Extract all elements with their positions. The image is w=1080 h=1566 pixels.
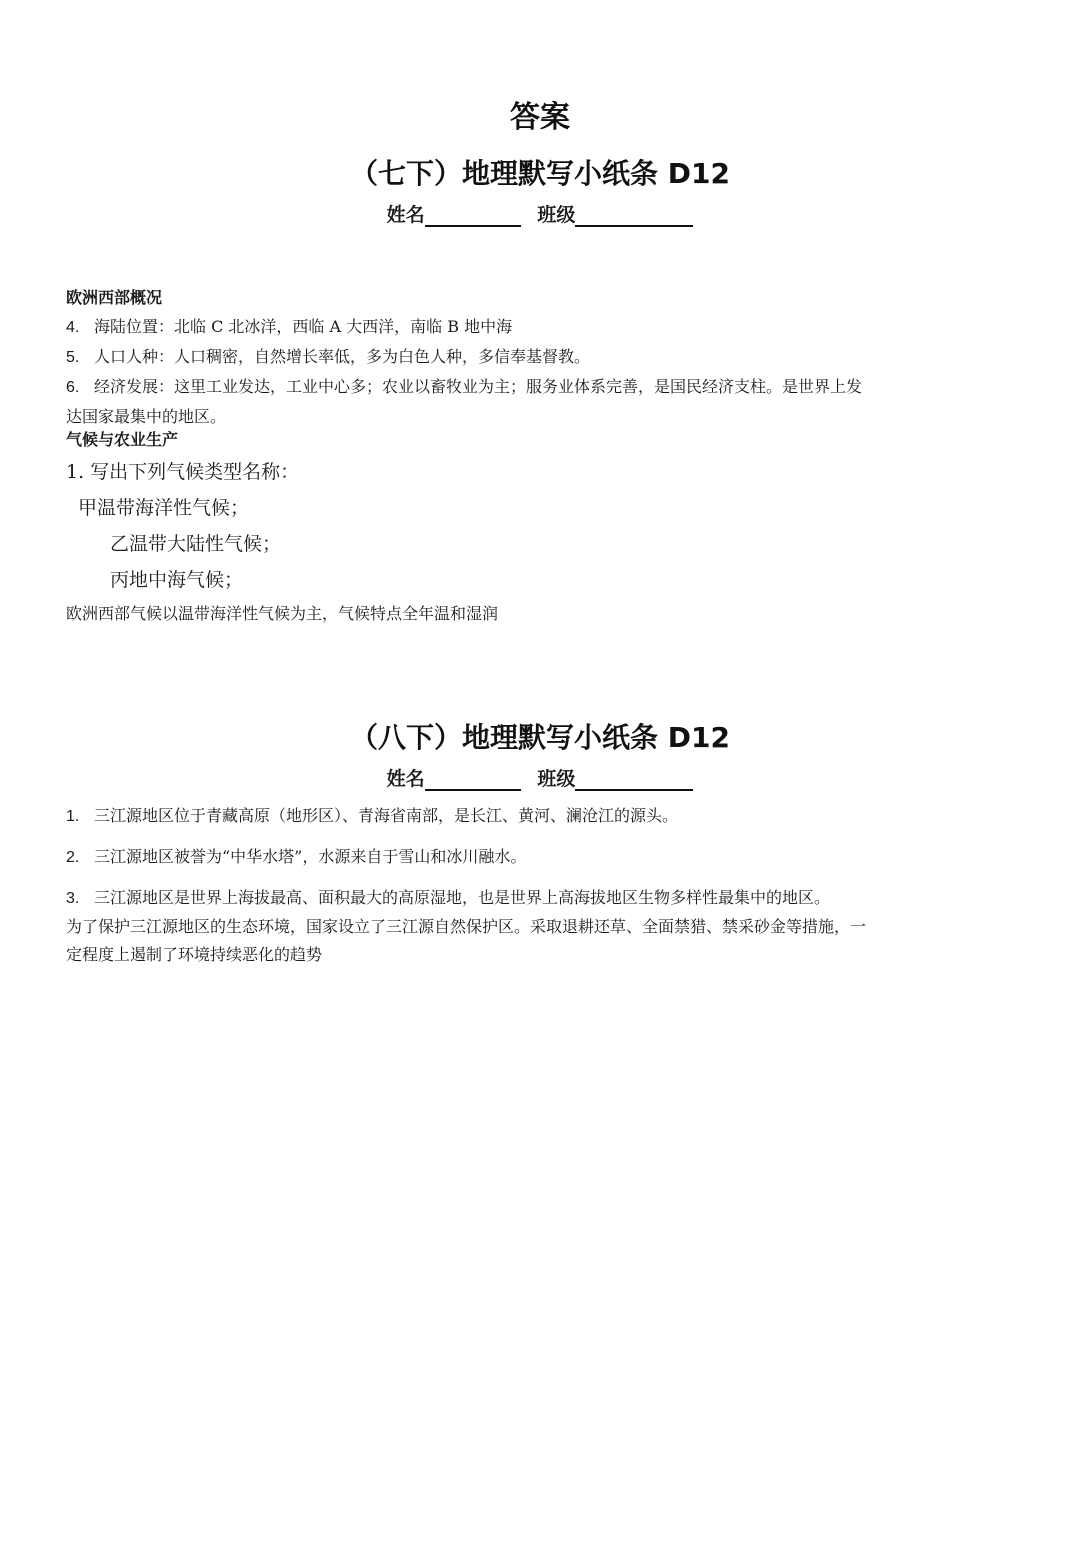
sheet1-title: （七下）地理默写小纸条 D12 xyxy=(350,157,730,190)
list-item: 6. 经济发展：这里工业发达，工业中心多；农业以畜牧业为主；服务业体系完善，是国民经济支柱。是世界上发 xyxy=(66,377,863,396)
climate-answer: 甲温带海洋性气候； xyxy=(78,497,250,519)
section-heading: 欧洲西部概况 xyxy=(66,288,163,307)
climate-summary: 欧洲西部气候以温带海洋性气候为主，气候特点全年温和湿润 xyxy=(66,604,499,623)
sheet1-name-class-row xyxy=(0,200,1080,227)
list-item: 5. 人口人种：人口稠密，自然增长率低，多为白色人种，多信奉基督教。 xyxy=(66,347,591,366)
class-blank xyxy=(575,769,693,791)
climate-answer: 丙地中海气候； xyxy=(110,569,244,591)
list-item: 1. 三江源地区位于青藏高原（地形区）、青海省南部，是长江、黄河、澜沧江的源头。 xyxy=(66,806,679,825)
name-label: 姓名 xyxy=(386,204,425,226)
climate-answer: 乙温带大陆性气候； xyxy=(110,533,282,555)
section-heading: 气候与农业生产 xyxy=(66,430,179,449)
climate-question: 1. 写出下列气候类型名称： xyxy=(66,461,300,483)
list-item: 3. 三江源地区是世界上海拔最高、面积最大的高原湿地，也是世界上高海拔地区生物多样性最集中的地区。 xyxy=(66,888,831,907)
paragraph-line: 定程度上遏制了环境持续恶化的趋势 xyxy=(66,945,323,964)
sheet1-section-climate xyxy=(66,426,1026,630)
name-blank xyxy=(425,205,521,227)
paragraph-line: 为了保护三江源地区的生态环境，国家设立了三江源自然保护区。采取退耕还草、全面禁猎、禁采砂金等措施，一 xyxy=(66,917,867,936)
sheet2-name-class-row xyxy=(0,764,1080,791)
class-blank xyxy=(575,205,693,227)
name-blank xyxy=(425,769,521,791)
sheet1-section-europe-west xyxy=(66,284,1026,431)
list-item: 4. 海陆位置：北临 C 北冰洋，西临 A 大西洋，南临 B 地中海 xyxy=(66,317,513,336)
class-label: 班级 xyxy=(537,768,576,790)
sheet2-sanjiangyuan xyxy=(66,802,1026,969)
answer-title: 答案 xyxy=(510,100,570,135)
name-label: 姓名 xyxy=(386,768,425,790)
class-label: 班级 xyxy=(537,204,576,226)
list-item-continuation: 达国家最集中的地区。 xyxy=(66,407,227,426)
list-item: 2. 三江源地区被誉为“中华水塔”，水源来自于雪山和冰川融水。 xyxy=(66,847,527,866)
sheet2-title: （八下）地理默写小纸条 D12 xyxy=(350,721,730,754)
